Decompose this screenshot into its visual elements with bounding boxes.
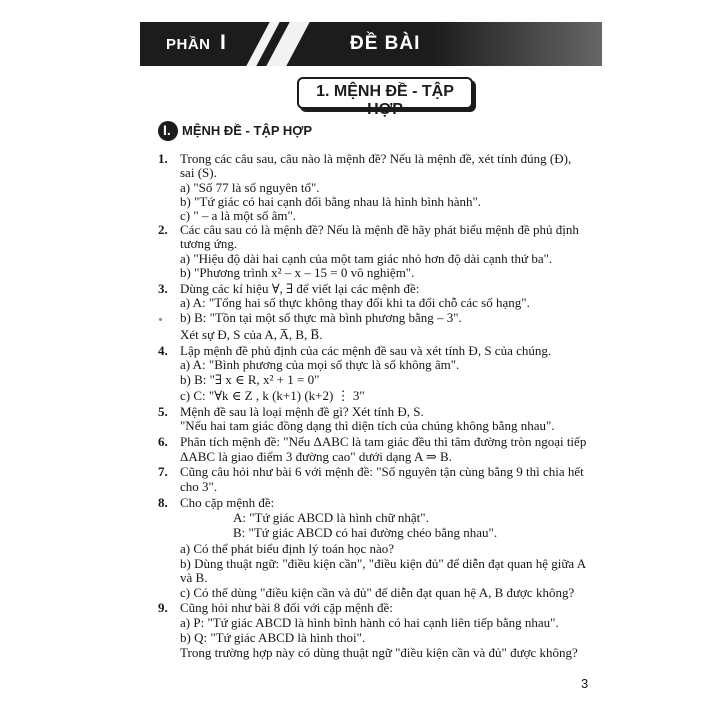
problem-number: 3.	[158, 281, 168, 296]
chapter-title: 1. MỆNH ĐỀ - TẬP HỢP	[316, 83, 454, 118]
problem-line: a) A: "Tổng hai số thực không thay đổi khi ta đổi chỗ các số hạng".	[180, 295, 530, 310]
problem-line: ΔABC là giao điểm 3 đường cao" dưới dạng A ⇒ B.	[180, 449, 452, 464]
problem-line: Cũng hỏi như bài 8 đối với cặp mệnh đề:	[180, 600, 393, 615]
problem-line: và B.	[180, 570, 208, 585]
problem-line: A: "Tứ giác ABCD là hình chữ nhật".	[233, 510, 429, 525]
problem-number: 2.	[158, 222, 168, 237]
problem-line: b) B: "Tồn tại một số thực mà bình phương bằng – 3".	[180, 310, 462, 325]
problem-line: sai (S).	[180, 165, 217, 180]
problem-number: 8.	[158, 495, 168, 510]
page-number: 3	[581, 676, 589, 691]
problem-number: 1.	[158, 151, 168, 166]
problem-line: Phân tích mệnh đề: "Nếu ΔABC là tam giác đều thì tâm đường tròn ngoại tiếp	[180, 434, 587, 449]
problem-line: c) C: "∀k ∈ Z , k (k+1) (k+2) ⋮ 3"	[180, 388, 365, 403]
problem-number: 7.	[158, 464, 168, 479]
problem-line: tương ứng.	[180, 236, 238, 251]
problem-line: cho 3".	[180, 479, 218, 494]
problem-line: a) A: "Bình phương của mọi số thực là số không âm".	[180, 357, 460, 372]
problem-line: b) Q: "Tứ giác ABCD là hình thoi".	[180, 630, 366, 645]
problem-line: Xét sự Đ, S của A, A̅, B, B̅.	[180, 327, 323, 342]
problem-number: 9.	[158, 600, 168, 615]
problem-line: Cũng câu hỏi như bài 6 với mệnh đề: "Số nguyên tận cùng bằng 9 thì chia hết	[180, 464, 584, 479]
problem-line: Trong các câu sau, câu nào là mệnh đề? Nếu là mệnh đề, xét tính đúng (Đ),	[180, 151, 572, 166]
problem-line: c) " – a là một số âm".	[180, 208, 297, 223]
section-title: MỆNH ĐỀ - TẬP HỢP	[182, 123, 313, 138]
part-title: ĐỀ BÀI	[350, 33, 421, 54]
problem-line: c) Có thể dùng "điều kiện cần và đủ" để diễn đạt quan hệ A, B được không?	[180, 585, 575, 600]
problem-line: b) "Tứ giác có hai cạnh đối bằng nhau là hình bình hành".	[180, 194, 482, 209]
problem-line: Dùng các kí hiệu ∀, ∃ để viết lại các mệnh đề:	[180, 281, 420, 296]
part-label: PHẦN	[166, 36, 211, 53]
chapter-title-box	[297, 77, 473, 118]
banner-gradient	[432, 22, 602, 66]
problem-line: Mệnh đề sau là loại mệnh đề gì? Xét tính Đ, S.	[180, 404, 424, 419]
problem-number: 6.	[158, 434, 168, 449]
problem-line: a) Có thể phát biểu định lý toán học nào?	[180, 541, 395, 556]
problem-line: Lập mệnh đề phủ định của các mệnh đề sau và xét tính Đ, S của chúng.	[180, 343, 552, 358]
ink-dot	[159, 318, 162, 321]
section-number: I.	[163, 122, 171, 138]
part-number: I	[220, 31, 226, 54]
problem-line: Các câu sau có là mệnh đề? Nếu là mệnh đề hãy phát biểu mệnh đề phủ định	[180, 222, 579, 237]
problem-line: "Nếu hai tam giác đồng dạng thì diện tích của chúng không bằng nhau".	[180, 418, 555, 433]
section-badge	[158, 121, 178, 141]
problem-line: a) "Số 77 là số nguyên tố".	[180, 180, 320, 195]
problem-line: b) B: "∃ x ∈ R, x² + 1 = 0"	[180, 372, 320, 387]
problem-number: 5.	[158, 404, 168, 419]
problem-number: 4.	[158, 343, 168, 358]
part-banner	[140, 22, 602, 66]
problem-line: a) P: "Tứ giác ABCD là hình bình hành có hai cạnh liên tiếp bằng nhau".	[180, 615, 559, 630]
problem-line: Cho cặp mệnh đề:	[180, 495, 275, 510]
section-header	[158, 121, 313, 141]
problem-line: b) "Phương trình x² – x – 15 = 0 vô nghiệm".	[180, 265, 415, 280]
problem-line: b) Dùng thuật ngữ: "điều kiện cần", "điều kiện đủ" để diễn đạt quan hệ giữa A	[180, 556, 587, 571]
problem-line: a) "Hiệu độ dài hai cạnh của một tam giác nhỏ hơn độ dài cạnh thứ ba".	[180, 251, 553, 266]
problem-line: Trong trường hợp này có dùng thuật ngữ "điều kiện cần và đủ" được không?	[180, 645, 578, 660]
problem-line: B: "Tứ giác ABCD có hai đường chéo bằng nhau".	[233, 525, 498, 540]
